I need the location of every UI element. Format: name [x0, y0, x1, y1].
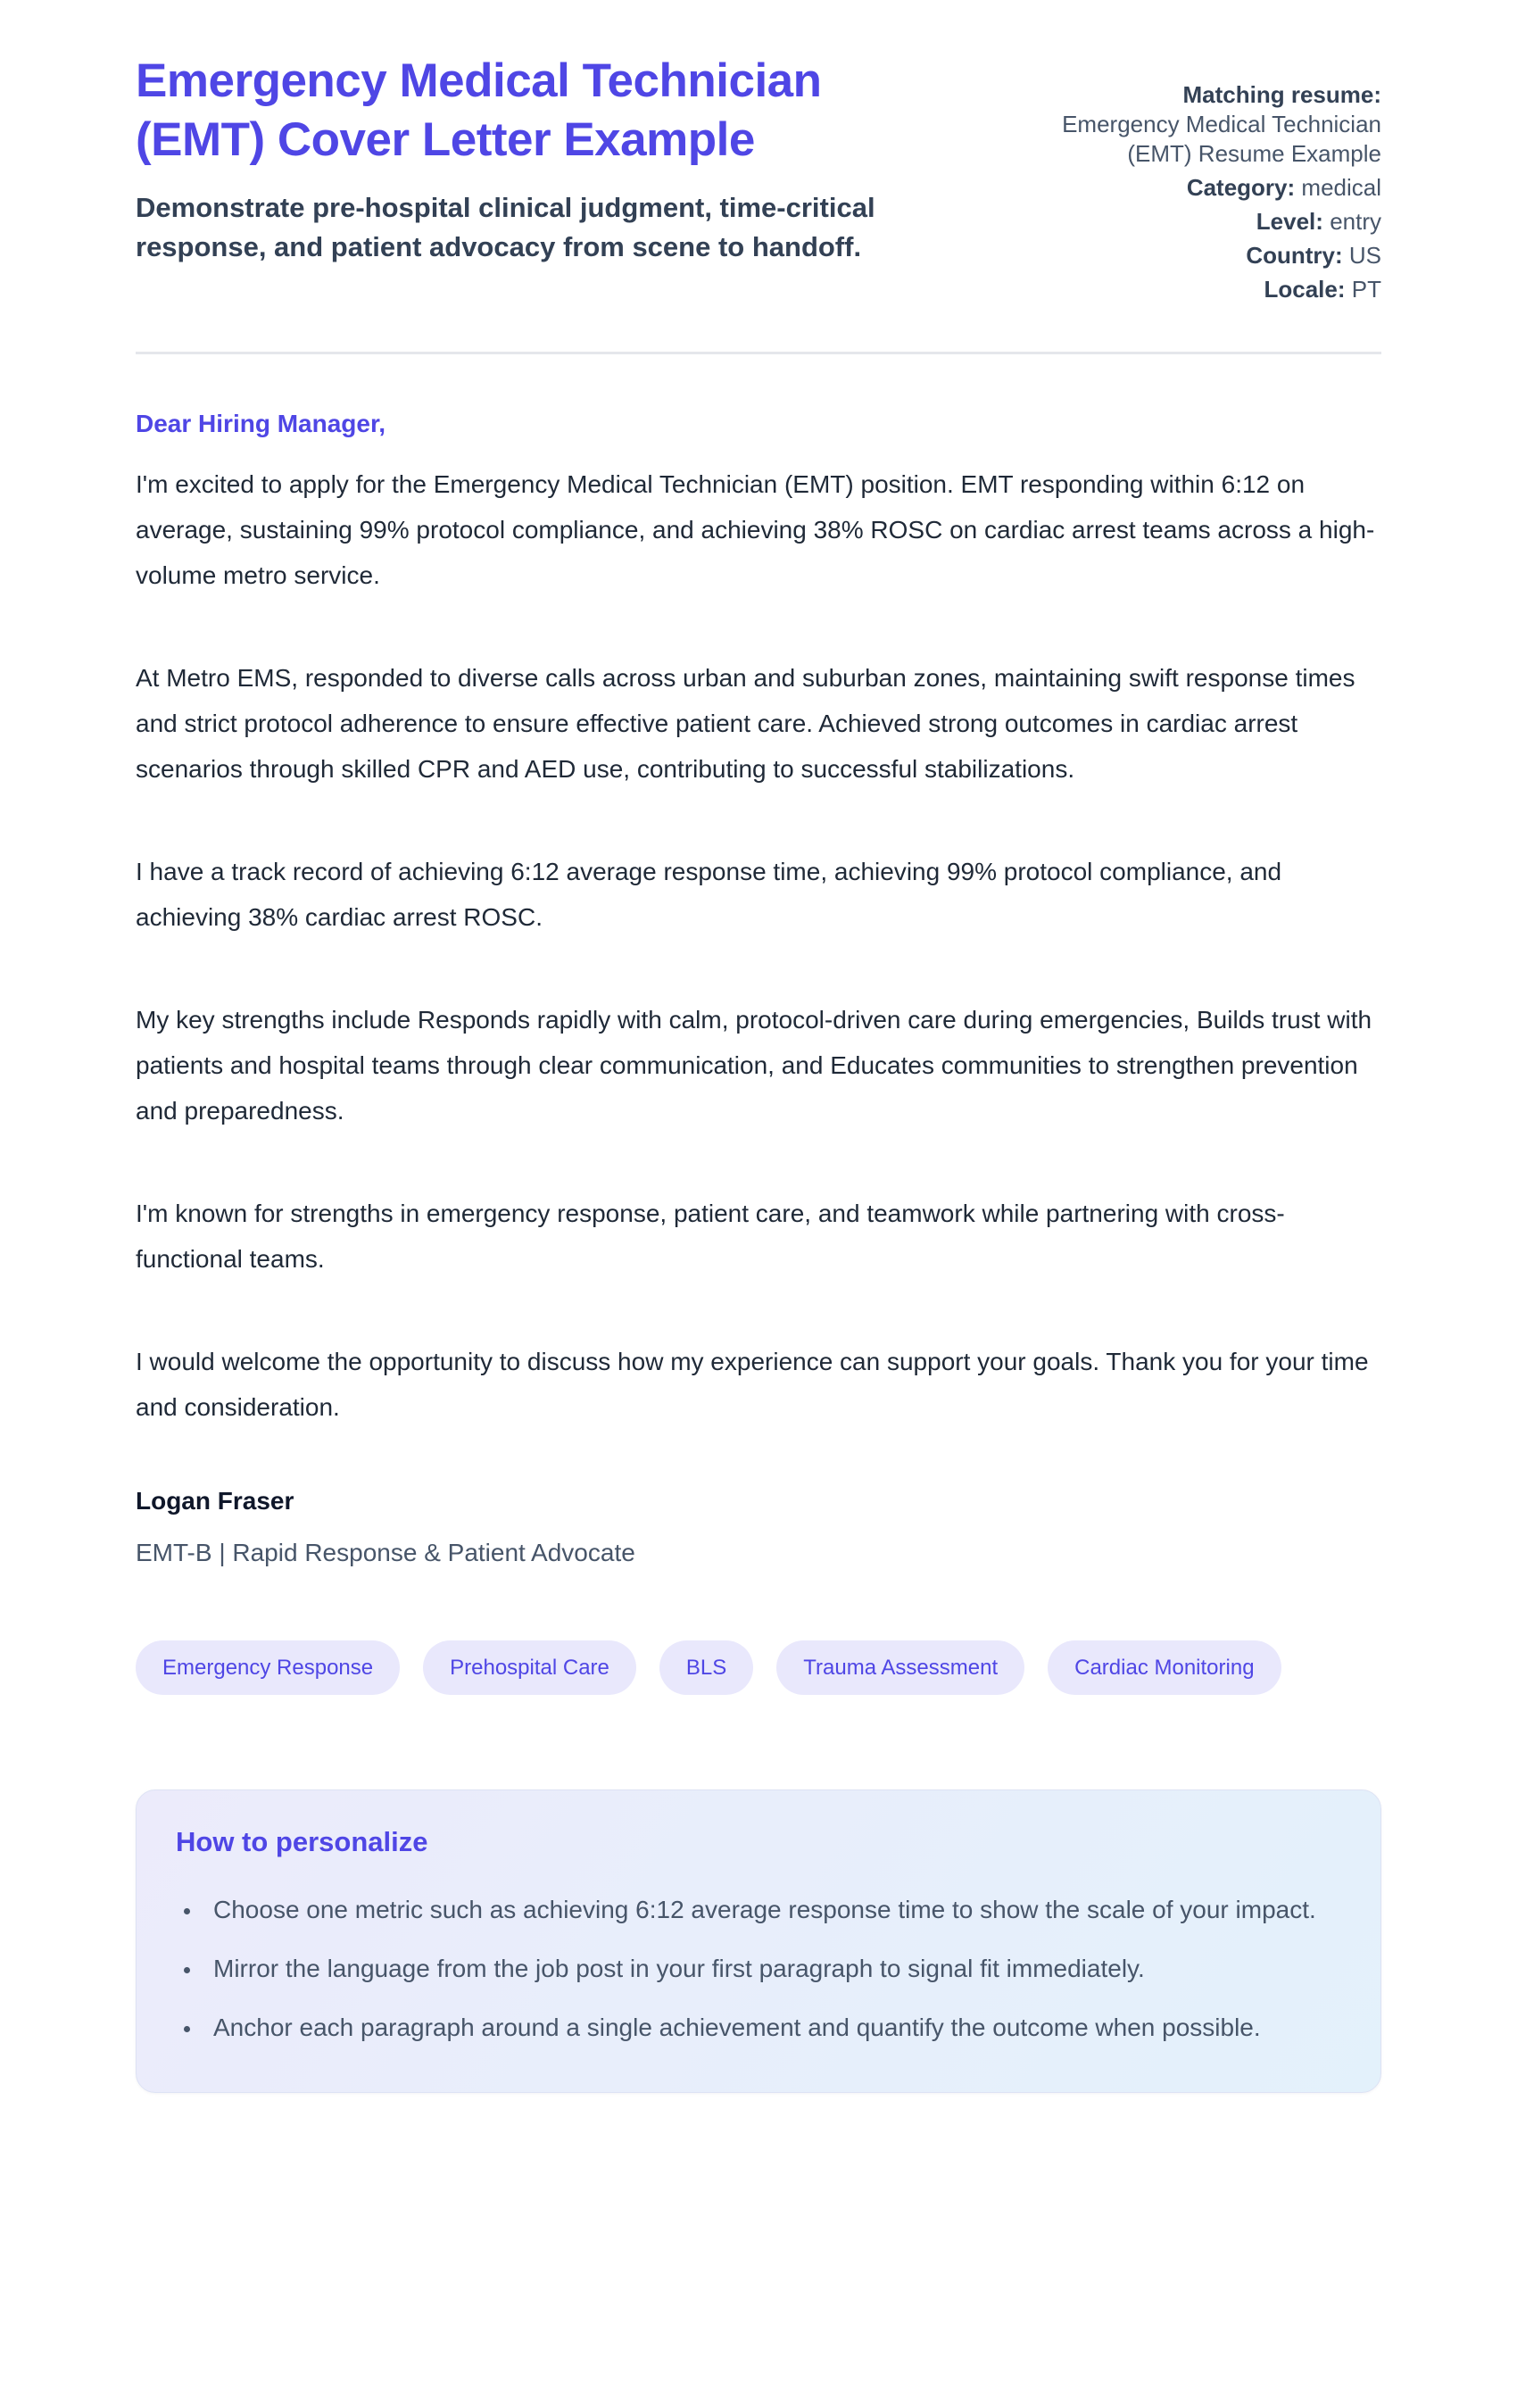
- signature-role: EMT-B | Rapid Response & Patient Advocate: [136, 1539, 635, 1567]
- page-title: [136, 52, 962, 169]
- meta-matching-resume-label: Matching resume:: [1182, 81, 1381, 108]
- letter-paragraph-1: I'm excited to apply for the Emergency Medical Technician (EMT) position. EMT responding within 6:12 on average, sustaining 99% protocol compliance, and achieving 38% ROSC on cardiac arrest teams across a high-volume metro service.: [136, 470, 1375, 590]
- meta-matching-resume: [962, 80, 1381, 169]
- meta-locale-label: Locale:: [1264, 276, 1346, 303]
- meta-country: [962, 241, 1381, 270]
- letter-paragraph-5: I'm known for strengths in emergency response, patient care, and teamwork while partnering with cross-functional teams.: [136, 1200, 1285, 1274]
- how-to-personalize-box: [136, 1789, 1381, 2093]
- meta-level-value: entry: [1330, 208, 1381, 236]
- meta-locale-value: PT: [1351, 276, 1381, 303]
- page-subtitle: Demonstrate pre-hospital clinical judgment, time-critical response, and patient advocacy from scene to handoff.: [136, 192, 875, 262]
- tag-prehospital-care[interactable]: Prehospital Care: [423, 1640, 636, 1695]
- signature-block: [136, 1487, 1381, 1567]
- tag-emergency-response[interactable]: Emergency Response: [136, 1640, 400, 1695]
- tips-heading: How to personalize: [176, 1826, 428, 1858]
- tip-item-3: • Anchor each paragraph around a single achievement and quantify the outcome when possible.: [203, 2005, 1336, 2051]
- meta-matching-resume-value-line-2: (EMT) Resume Example: [1127, 140, 1381, 168]
- tag-trauma-assessment[interactable]: Trauma Assessment: [776, 1640, 1024, 1695]
- skill-tags-row: [136, 1640, 1381, 1695]
- meta-level: [962, 207, 1381, 237]
- letter-paragraph-3: I have a track record of achieving 6:12 average response time, achieving 99% protocol compliance, and achieving 38% cardiac arrest ROSC.: [136, 858, 1282, 932]
- meta-category-label: Category:: [1186, 174, 1296, 202]
- meta-matching-resume-value-line-1: Emergency Medical Technician: [1062, 111, 1381, 138]
- page-title-line-2: (EMT) Cover Letter Example: [136, 112, 755, 166]
- tag-cardiac-monitoring[interactable]: Cardiac Monitoring: [1048, 1640, 1281, 1695]
- header-divider: [136, 352, 1381, 354]
- signature-name: Logan Fraser: [136, 1487, 294, 1515]
- letter-paragraph-2: At Metro EMS, responded to diverse calls across urban and suburban zones, maintaining swift response times and strict protocol adherence to ensure effective patient care. Achieved strong outcomes in cardiac arrest scenarios through skilled CPR and AED use, contributing to successful stabilizations.: [136, 664, 1355, 784]
- resume-meta-panel: [962, 52, 1381, 309]
- page-header: [136, 52, 1381, 309]
- meta-locale: [962, 275, 1381, 304]
- meta-category-value: medical: [1301, 174, 1381, 202]
- meta-level-label: Level:: [1256, 208, 1323, 236]
- header-title-block: [136, 52, 962, 266]
- letter-paragraph-4: My key strengths include Responds rapidly with calm, protocol-driven care during emergencies, Builds trust with patients and hospital teams through clear communication, and Educates communities to strengthen prevention and preparedness.: [136, 1006, 1372, 1125]
- page-title-line-1: Emergency Medical Technician: [136, 54, 822, 107]
- meta-category: [962, 173, 1381, 203]
- letter-paragraph-6: I would welcome the opportunity to discuss how my experience can support your goals. Thank you for your time and consideration.: [136, 1348, 1369, 1422]
- salutation: Dear Hiring Manager,: [136, 410, 386, 438]
- tips-list: [176, 1887, 1341, 2051]
- cover-letter-body: [136, 410, 1381, 2093]
- tag-bls[interactable]: BLS: [659, 1640, 753, 1695]
- meta-country-label: Country:: [1246, 242, 1343, 270]
- tip-item-2: • Mirror the language from the job post in your first paragraph to signal fit immediately.: [203, 1946, 1336, 1992]
- meta-country-value: US: [1348, 242, 1381, 270]
- tip-item-1: • Choose one metric such as achieving 6:12 average response time to show the scale of your impact.: [203, 1887, 1336, 1933]
